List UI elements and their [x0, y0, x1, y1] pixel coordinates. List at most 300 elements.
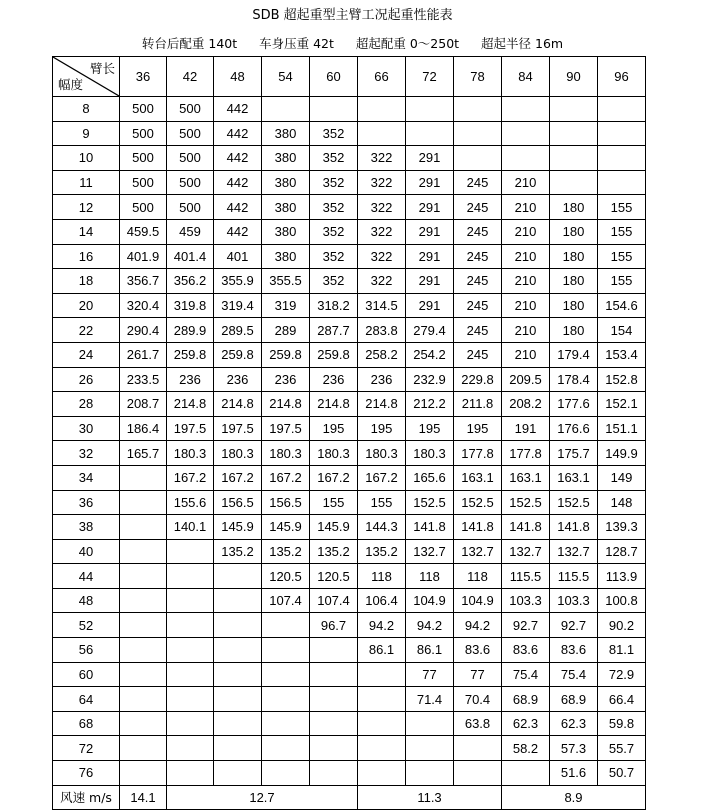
capacity-cell — [120, 564, 167, 589]
radius-cell: 32 — [53, 441, 120, 466]
capacity-cell: 356.7 — [120, 269, 167, 294]
capacity-cell: 70.4 — [454, 687, 502, 712]
capacity-cell: 259.8 — [167, 342, 214, 367]
radius-cell: 60 — [53, 662, 120, 687]
capacity-cell: 94.2 — [358, 613, 406, 638]
capacity-cell: 291 — [406, 195, 454, 220]
capacity-cell: 401 — [214, 244, 262, 269]
boom-length-header: 42 — [167, 57, 214, 97]
capacity-cell: 83.6 — [454, 638, 502, 663]
capacity-cell — [120, 711, 167, 736]
capacity-cell: 163.1 — [454, 465, 502, 490]
capacity-cell — [262, 736, 310, 761]
capacity-cell: 180 — [550, 269, 598, 294]
capacity-cell — [167, 539, 214, 564]
capacity-cell: 233.5 — [120, 367, 167, 392]
capacity-cell: 259.8 — [262, 342, 310, 367]
table-row — [53, 416, 646, 441]
capacity-cell: 163.1 — [502, 465, 550, 490]
capacity-cell: 232.9 — [406, 367, 454, 392]
capacity-cell: 236 — [310, 367, 358, 392]
capacity-cell — [310, 97, 358, 122]
capacity-cell — [406, 97, 454, 122]
capacity-cell — [406, 711, 454, 736]
table-row — [53, 687, 646, 712]
capacity-cell: 141.8 — [502, 515, 550, 540]
wind-speed-value: 12.7 — [167, 785, 358, 810]
capacity-cell: 380 — [262, 170, 310, 195]
capacity-cell: 141.8 — [454, 515, 502, 540]
capacity-cell — [406, 761, 454, 786]
capacity-cell: 180.3 — [214, 441, 262, 466]
capacity-cell: 195 — [310, 416, 358, 441]
capacity-cell: 500 — [167, 195, 214, 220]
page-subtitle — [0, 34, 705, 52]
capacity-cell: 245 — [454, 269, 502, 294]
capacity-cell: 77 — [454, 662, 502, 687]
radius-cell: 30 — [53, 416, 120, 441]
capacity-cell: 210 — [502, 195, 550, 220]
capacity-cell: 291 — [406, 269, 454, 294]
table-row — [53, 170, 646, 195]
capacity-cell — [502, 121, 550, 146]
radius-cell: 8 — [53, 97, 120, 122]
capacity-cell — [598, 121, 646, 146]
capacity-cell: 290.4 — [120, 318, 167, 343]
capacity-cell: 120.5 — [310, 564, 358, 589]
capacity-cell: 92.7 — [550, 613, 598, 638]
capacity-cell — [262, 711, 310, 736]
capacity-cell: 500 — [167, 121, 214, 146]
capacity-cell: 212.2 — [406, 392, 454, 417]
capacity-cell: 145.9 — [214, 515, 262, 540]
capacity-cell: 320.4 — [120, 293, 167, 318]
capacity-cell: 289.9 — [167, 318, 214, 343]
capacity-cell: 195 — [358, 416, 406, 441]
capacity-cell: 63.8 — [454, 711, 502, 736]
capacity-cell: 279.4 — [406, 318, 454, 343]
capacity-cell: 322 — [358, 219, 406, 244]
capacity-cell: 132.7 — [406, 539, 454, 564]
capacity-cell: 94.2 — [454, 613, 502, 638]
boom-length-label: 臂长 — [89, 61, 115, 76]
radius-cell: 18 — [53, 269, 120, 294]
capacity-cell: 197.5 — [167, 416, 214, 441]
capacity-cell: 214.8 — [310, 392, 358, 417]
capacity-cell — [214, 687, 262, 712]
table-row — [53, 318, 646, 343]
capacity-cell: 195 — [454, 416, 502, 441]
capacity-cell: 149.9 — [598, 441, 646, 466]
capacity-cell: 245 — [454, 195, 502, 220]
table-row — [53, 293, 646, 318]
capacity-cell: 57.3 — [550, 736, 598, 761]
capacity-cell: 380 — [262, 219, 310, 244]
body-ballast-spec: 车身压重 42t — [259, 36, 334, 51]
radius-cell: 20 — [53, 293, 120, 318]
radius-cell: 38 — [53, 515, 120, 540]
capacity-cell: 107.4 — [310, 588, 358, 613]
capacity-cell: 180.3 — [358, 441, 406, 466]
capacity-cell: 120.5 — [262, 564, 310, 589]
capacity-cell: 152.5 — [454, 490, 502, 515]
capacity-cell: 90.2 — [598, 613, 646, 638]
capacity-cell — [120, 515, 167, 540]
table-row — [53, 515, 646, 540]
capacity-cell — [120, 662, 167, 687]
radius-cell: 24 — [53, 342, 120, 367]
radius-cell: 22 — [53, 318, 120, 343]
capacity-cell: 132.7 — [454, 539, 502, 564]
capacity-cell: 245 — [454, 244, 502, 269]
capacity-cell: 58.2 — [502, 736, 550, 761]
table-row — [53, 588, 646, 613]
radius-cell: 76 — [53, 761, 120, 786]
capacity-cell — [406, 121, 454, 146]
capacity-cell: 245 — [454, 293, 502, 318]
capacity-cell: 104.9 — [406, 588, 454, 613]
capacity-cell — [214, 711, 262, 736]
capacity-cell: 236 — [214, 367, 262, 392]
table-row — [53, 490, 646, 515]
capacity-cell — [262, 613, 310, 638]
capacity-cell: 153.4 — [598, 342, 646, 367]
capacity-cell: 62.3 — [502, 711, 550, 736]
capacity-cell: 352 — [310, 244, 358, 269]
capacity-cell: 291 — [406, 146, 454, 171]
capacity-cell: 442 — [214, 195, 262, 220]
table-row — [53, 342, 646, 367]
capacity-cell: 380 — [262, 244, 310, 269]
boom-length-header: 60 — [310, 57, 358, 97]
capacity-cell — [310, 711, 358, 736]
capacity-cell: 355.5 — [262, 269, 310, 294]
capacity-cell: 500 — [120, 170, 167, 195]
capacity-cell — [598, 170, 646, 195]
capacity-cell: 442 — [214, 121, 262, 146]
capacity-cell: 103.3 — [502, 588, 550, 613]
capacity-cell: 155 — [598, 269, 646, 294]
capacity-cell: 149 — [598, 465, 646, 490]
capacity-cell: 148 — [598, 490, 646, 515]
capacity-cell — [454, 146, 502, 171]
table-row — [53, 761, 646, 786]
capacity-cell — [406, 736, 454, 761]
capacity-cell: 236 — [358, 367, 406, 392]
radius-cell: 26 — [53, 367, 120, 392]
capacity-cell: 191 — [502, 416, 550, 441]
capacity-cell: 210 — [502, 342, 550, 367]
capacity-cell: 291 — [406, 219, 454, 244]
capacity-cell: 208.2 — [502, 392, 550, 417]
capacity-cell — [262, 638, 310, 663]
table-row — [53, 465, 646, 490]
capacity-cell: 141.8 — [550, 515, 598, 540]
capacity-cell — [358, 97, 406, 122]
radius-label: 幅度 — [58, 77, 84, 92]
capacity-cell: 167.2 — [358, 465, 406, 490]
capacity-cell: 380 — [262, 121, 310, 146]
capacity-cell: 209.5 — [502, 367, 550, 392]
capacity-cell: 245 — [454, 342, 502, 367]
capacity-cell: 401.4 — [167, 244, 214, 269]
capacity-cell: 145.9 — [310, 515, 358, 540]
capacity-cell: 152.5 — [550, 490, 598, 515]
capacity-cell: 66.4 — [598, 687, 646, 712]
capacity-cell — [262, 761, 310, 786]
capacity-cell: 236 — [167, 367, 214, 392]
capacity-cell — [310, 736, 358, 761]
capacity-cell — [454, 761, 502, 786]
table-row — [53, 121, 646, 146]
capacity-cell: 177.8 — [454, 441, 502, 466]
counterweight-spec: 转台后配重 140t — [141, 36, 238, 51]
capacity-cell: 75.4 — [550, 662, 598, 687]
superlift-radius-spec: 超起半径 16m — [481, 36, 564, 51]
table-row — [53, 244, 646, 269]
capacity-cell: 319.8 — [167, 293, 214, 318]
capacity-cell: 380 — [262, 146, 310, 171]
capacity-cell: 210 — [502, 219, 550, 244]
capacity-cell: 186.4 — [120, 416, 167, 441]
capacity-cell: 59.8 — [598, 711, 646, 736]
capacity-cell: 155 — [598, 244, 646, 269]
capacity-cell — [167, 711, 214, 736]
capacity-cell: 180 — [550, 293, 598, 318]
boom-length-header: 72 — [406, 57, 454, 97]
capacity-cell: 115.5 — [550, 564, 598, 589]
capacity-cell: 86.1 — [358, 638, 406, 663]
capacity-cell: 165.7 — [120, 441, 167, 466]
capacity-cell: 177.6 — [550, 392, 598, 417]
capacity-cell — [120, 761, 167, 786]
capacity-cell — [358, 687, 406, 712]
capacity-cell: 165.6 — [406, 465, 454, 490]
capacity-cell — [502, 761, 550, 786]
capacity-cell: 86.1 — [406, 638, 454, 663]
capacity-cell: 62.3 — [550, 711, 598, 736]
capacity-cell — [550, 121, 598, 146]
capacity-cell — [214, 638, 262, 663]
capacity-cell — [454, 121, 502, 146]
table-row — [53, 613, 646, 638]
wind-speed-value: 11.3 — [358, 785, 502, 810]
capacity-cell: 145.9 — [262, 515, 310, 540]
capacity-cell: 167.2 — [214, 465, 262, 490]
radius-cell: 34 — [53, 465, 120, 490]
capacity-cell: 135.2 — [214, 539, 262, 564]
capacity-cell: 92.7 — [502, 613, 550, 638]
capacity-cell: 500 — [120, 97, 167, 122]
capacity-cell: 152.8 — [598, 367, 646, 392]
capacity-cell: 236 — [262, 367, 310, 392]
capacity-cell: 140.1 — [167, 515, 214, 540]
capacity-cell: 352 — [310, 219, 358, 244]
capacity-cell: 210 — [502, 293, 550, 318]
capacity-cell: 128.7 — [598, 539, 646, 564]
capacity-cell: 144.3 — [358, 515, 406, 540]
capacity-cell: 180 — [550, 219, 598, 244]
capacity-cell: 118 — [358, 564, 406, 589]
capacity-cell — [167, 613, 214, 638]
capacity-cell: 151.1 — [598, 416, 646, 441]
table-row — [53, 638, 646, 663]
capacity-cell: 55.7 — [598, 736, 646, 761]
capacity-cell: 319 — [262, 293, 310, 318]
capacity-cell: 178.4 — [550, 367, 598, 392]
capacity-cell: 175.7 — [550, 441, 598, 466]
table-row — [53, 219, 646, 244]
capacity-cell — [120, 736, 167, 761]
capacity-cell — [214, 564, 262, 589]
radius-cell: 28 — [53, 392, 120, 417]
capacity-cell: 401.9 — [120, 244, 167, 269]
capacity-cell — [310, 662, 358, 687]
capacity-cell: 380 — [262, 195, 310, 220]
capacity-cell: 103.3 — [550, 588, 598, 613]
capacity-cell — [310, 687, 358, 712]
capacity-cell — [358, 761, 406, 786]
table-row — [53, 564, 646, 589]
capacity-cell: 180 — [550, 195, 598, 220]
capacity-cell — [167, 662, 214, 687]
capacity-cell: 283.8 — [358, 318, 406, 343]
capacity-cell: 291 — [406, 170, 454, 195]
radius-cell: 44 — [53, 564, 120, 589]
capacity-cell: 210 — [502, 318, 550, 343]
capacity-cell: 211.8 — [454, 392, 502, 417]
capacity-cell: 155 — [598, 195, 646, 220]
capacity-cell: 214.8 — [214, 392, 262, 417]
capacity-cell: 180.3 — [406, 441, 454, 466]
boom-length-header: 96 — [598, 57, 646, 97]
capacity-cell: 214.8 — [358, 392, 406, 417]
capacity-cell: 167.2 — [167, 465, 214, 490]
capacity-cell — [120, 465, 167, 490]
capacity-cell: 259.8 — [310, 342, 358, 367]
capacity-cell: 155 — [598, 219, 646, 244]
capacity-cell: 319.4 — [214, 293, 262, 318]
capacity-cell — [167, 588, 214, 613]
capacity-cell: 155.6 — [167, 490, 214, 515]
capacity-cell — [262, 687, 310, 712]
table-row — [53, 97, 646, 122]
capacity-cell: 152.1 — [598, 392, 646, 417]
capacity-cell: 155 — [310, 490, 358, 515]
capacity-cell: 214.8 — [167, 392, 214, 417]
capacity-cell — [120, 613, 167, 638]
capacity-cell: 322 — [358, 269, 406, 294]
capacity-cell: 152.5 — [406, 490, 454, 515]
capacity-cell: 442 — [214, 97, 262, 122]
capacity-cell: 83.6 — [502, 638, 550, 663]
capacity-cell: 197.5 — [214, 416, 262, 441]
capacity-cell: 459.5 — [120, 219, 167, 244]
capacity-cell: 352 — [310, 170, 358, 195]
capacity-cell: 314.5 — [358, 293, 406, 318]
radius-cell: 48 — [53, 588, 120, 613]
capacity-cell: 68.9 — [502, 687, 550, 712]
capacity-cell — [454, 736, 502, 761]
boom-length-header: 36 — [120, 57, 167, 97]
capacity-cell: 180.3 — [167, 441, 214, 466]
capacity-cell: 322 — [358, 146, 406, 171]
capacity-cell — [454, 97, 502, 122]
capacity-cell — [358, 736, 406, 761]
capacity-cell: 254.2 — [406, 342, 454, 367]
radius-cell: 16 — [53, 244, 120, 269]
capacity-cell: 135.2 — [358, 539, 406, 564]
capacity-cell: 94.2 — [406, 613, 454, 638]
capacity-cell: 195 — [406, 416, 454, 441]
capacity-cell — [550, 97, 598, 122]
capacity-cell — [598, 97, 646, 122]
radius-cell: 11 — [53, 170, 120, 195]
capacity-cell — [120, 588, 167, 613]
capacity-cell: 113.9 — [598, 564, 646, 589]
capacity-cell: 71.4 — [406, 687, 454, 712]
capacity-cell: 500 — [167, 97, 214, 122]
capacity-cell — [167, 687, 214, 712]
capacity-cell — [310, 638, 358, 663]
capacity-cell — [550, 146, 598, 171]
capacity-cell: 96.7 — [310, 613, 358, 638]
capacity-cell: 72.9 — [598, 662, 646, 687]
radius-cell: 36 — [53, 490, 120, 515]
capacity-cell: 180 — [550, 244, 598, 269]
radius-cell: 9 — [53, 121, 120, 146]
capacity-cell — [214, 662, 262, 687]
capacity-cell: 500 — [120, 121, 167, 146]
capacity-cell — [167, 638, 214, 663]
capacity-cell: 118 — [406, 564, 454, 589]
capacity-cell — [550, 170, 598, 195]
capacity-cell — [120, 687, 167, 712]
corner-header-cell — [53, 57, 120, 97]
capacity-cell: 156.5 — [262, 490, 310, 515]
capacity-cell: 355.9 — [214, 269, 262, 294]
capacity-cell: 197.5 — [262, 416, 310, 441]
capacity-cell — [262, 97, 310, 122]
table-row — [53, 195, 646, 220]
page-title: SDB 超起重型主臂工况起重性能表 — [252, 8, 453, 23]
capacity-cell: 322 — [358, 244, 406, 269]
capacity-cell: 118 — [454, 564, 502, 589]
capacity-cell — [358, 711, 406, 736]
capacity-cell: 51.6 — [550, 761, 598, 786]
capacity-cell: 287.7 — [310, 318, 358, 343]
capacity-cell: 139.3 — [598, 515, 646, 540]
capacity-cell — [167, 761, 214, 786]
capacity-cell: 106.4 — [358, 588, 406, 613]
capacity-cell: 500 — [120, 146, 167, 171]
table-row — [53, 711, 646, 736]
capacity-cell — [120, 490, 167, 515]
capacity-cell: 180 — [550, 318, 598, 343]
radius-cell: 14 — [53, 219, 120, 244]
capacity-cell: 156.5 — [214, 490, 262, 515]
table-row — [53, 392, 646, 417]
radius-cell: 52 — [53, 613, 120, 638]
capacity-cell: 115.5 — [502, 564, 550, 589]
table-row — [53, 367, 646, 392]
capacity-cell: 245 — [454, 219, 502, 244]
capacity-cell: 132.7 — [502, 539, 550, 564]
superlift-counterweight-spec: 超起配重 0～250t — [355, 36, 460, 51]
capacity-cell: 135.2 — [262, 539, 310, 564]
capacity-cell: 352 — [310, 146, 358, 171]
table-row — [53, 441, 646, 466]
